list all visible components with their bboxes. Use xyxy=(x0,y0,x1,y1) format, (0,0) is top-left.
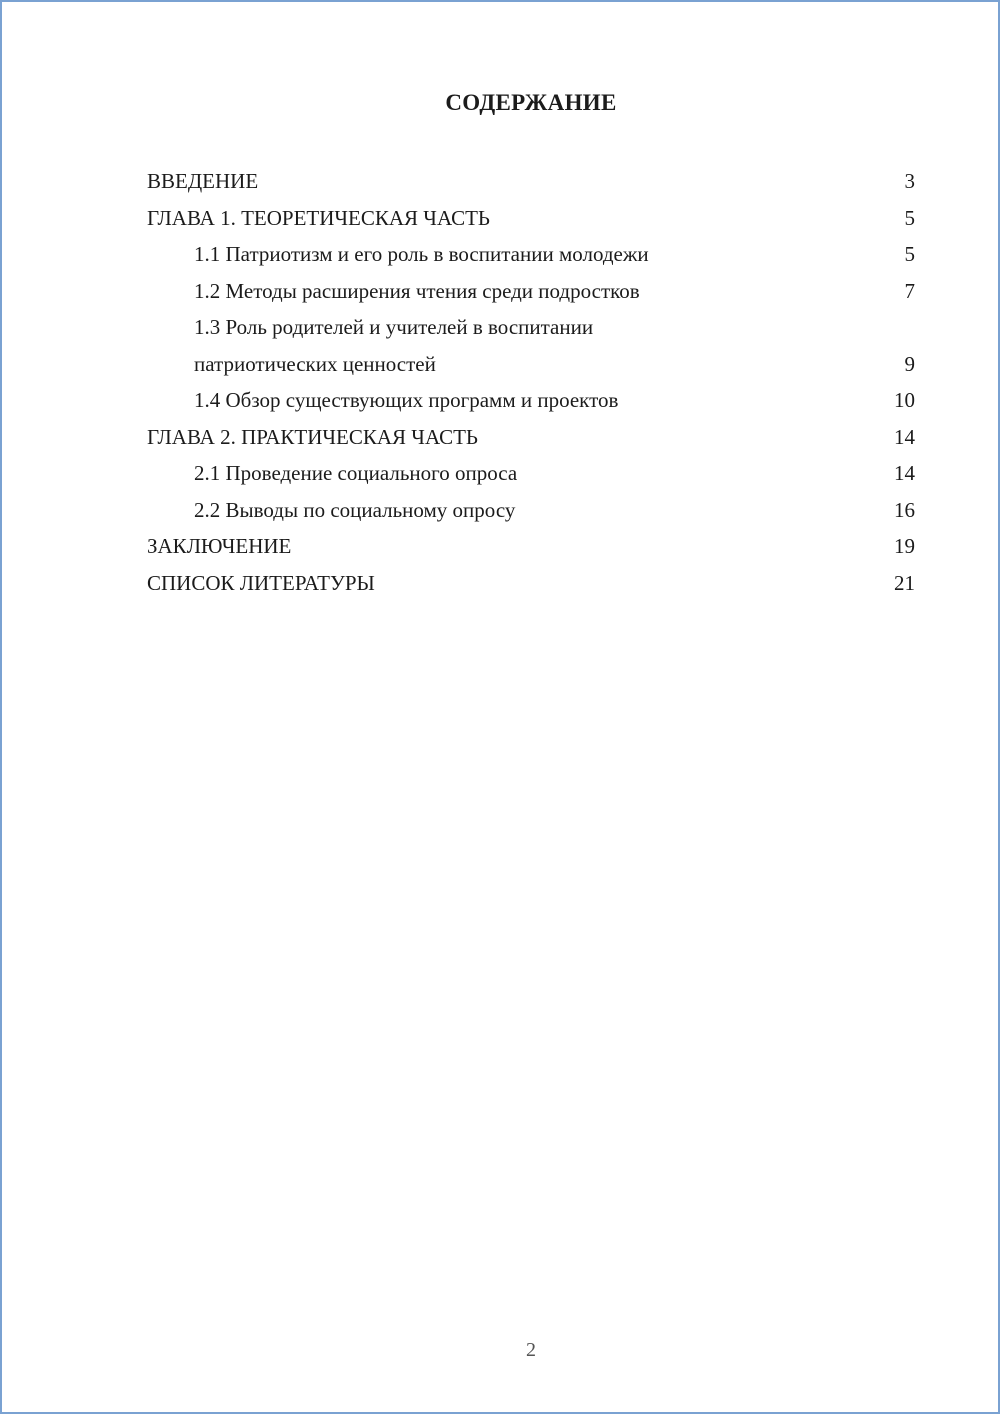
footer-page-number: 2 xyxy=(526,1339,536,1361)
table-of-contents xyxy=(147,163,915,601)
toc-entry-label: ВВЕДЕНИЕ xyxy=(147,169,259,193)
toc-entry xyxy=(147,382,915,419)
toc-entry-label: 1.1 Патриотизм и его роль в воспитании молодежи xyxy=(194,242,649,266)
toc-entry-label: 1.3 Роль родителей и учителей в воспитании патриотических ценностей xyxy=(194,315,594,376)
toc-entry-page-number: 14 xyxy=(894,424,915,449)
toc-entry-page-number: 19 xyxy=(894,534,915,558)
toc-entry-page-number: 16 xyxy=(894,497,915,522)
toc-entry xyxy=(147,309,915,382)
toc-entry xyxy=(147,163,915,200)
toc-entry-label: СПИСОК ЛИТЕРАТУРЫ xyxy=(147,570,375,595)
toc-entry xyxy=(147,273,915,310)
toc-entry xyxy=(147,419,915,456)
toc-entry-page-number: 5 xyxy=(904,242,915,266)
toc-entry-page-number: 9 xyxy=(904,351,915,376)
toc-entry-label: ГЛАВА 1. ТЕОРЕТИЧЕСКАЯ ЧАСТЬ xyxy=(147,205,490,230)
toc-entry-page-number: 10 xyxy=(894,388,915,412)
toc-entry-label: ГЛАВА 2. ПРАКТИЧЕСКАЯ ЧАСТЬ xyxy=(147,424,478,449)
toc-entry xyxy=(147,492,915,529)
toc-entry xyxy=(147,565,915,602)
toc-entry-label: 1.4 Обзор существующих программ и проектов xyxy=(194,388,619,412)
toc-entry-page-number: 5 xyxy=(904,205,915,230)
toc-entry-page-number: 21 xyxy=(894,570,915,595)
toc-entry-label: ЗАКЛЮЧЕНИЕ xyxy=(147,534,292,558)
toc-entry-label: 1.2 Методы расширения чтения среди подростков xyxy=(194,278,640,303)
toc-entry xyxy=(147,528,915,565)
toc-entry xyxy=(147,455,915,492)
page-title: СОДЕРЖАНИЕ xyxy=(445,90,617,115)
toc-entry-page-number: 14 xyxy=(894,461,915,485)
toc-entry-page-number: 7 xyxy=(904,278,915,303)
toc-entry-page-number: 3 xyxy=(904,169,915,193)
toc-entry xyxy=(147,200,915,237)
toc-entry-label: 2.1 Проведение социального опроса xyxy=(194,461,518,485)
toc-entry-label: 2.2 Выводы по социальному опросу xyxy=(194,497,516,522)
toc-entry xyxy=(147,236,915,273)
